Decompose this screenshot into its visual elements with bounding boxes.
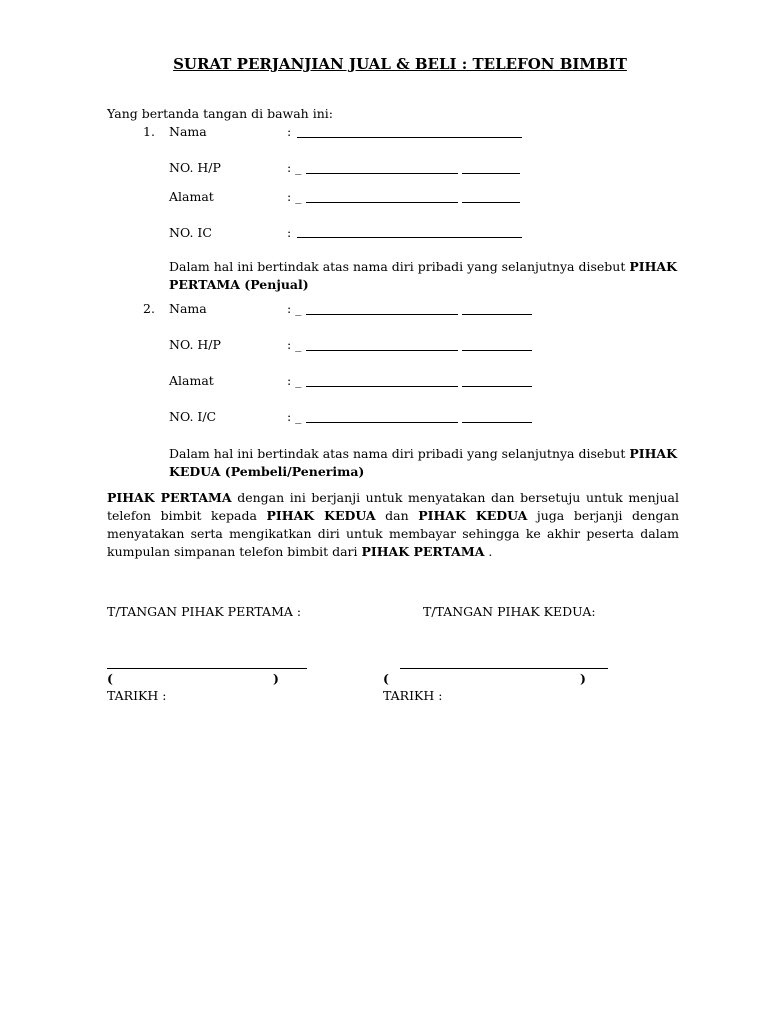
- party1-hp-label: NO. H/P: [169, 160, 221, 175]
- party2-statement: [169, 445, 689, 481]
- party2-nama-field-extra[interactable]: [462, 314, 532, 315]
- agreement-text-4: .: [484, 544, 493, 559]
- party1-alamat-label: Alamat: [169, 189, 214, 204]
- second-party-close-paren: ): [580, 671, 586, 686]
- party2-ic-field[interactable]: [306, 422, 458, 423]
- party2-ic-field-extra[interactable]: [462, 422, 532, 423]
- agreement-bold-1: PIHAK PERTAMA: [107, 490, 232, 505]
- party1-ic-field[interactable]: [297, 237, 522, 238]
- party2-hp-label: NO. H/P: [169, 337, 221, 352]
- party1-hp-field-extra[interactable]: [462, 173, 520, 174]
- party2-nama-colon: : _: [287, 301, 302, 316]
- party2-ic-colon: : _: [287, 409, 302, 424]
- party2-alamat-colon: : _: [287, 373, 302, 388]
- party2-hp-field-extra[interactable]: [462, 350, 532, 351]
- document-title: SURAT PERJANJIAN JUAL & BELI : TELEFON BIMBIT: [173, 55, 627, 73]
- party2-ic-label: NO. I/C: [169, 409, 217, 424]
- party2-hp-field[interactable]: [306, 350, 458, 351]
- agreement-text-3: juga berjanji dengan menyatakan serta mengikatkan diri untuk membayar sehingga ke akhir peserta dalam kumpulan simpanan telefon bimbit dari: [107, 508, 679, 559]
- first-party-signature-line[interactable]: [107, 668, 307, 669]
- intro-text: Yang bertanda tangan di bawah ini:: [107, 106, 333, 121]
- party1-nama-field[interactable]: [297, 137, 522, 138]
- party1-number: 1.: [143, 124, 155, 139]
- first-party-date-label: TARIKH :: [107, 688, 167, 703]
- agreement-text-1: dengan ini berjanji untuk menyatakan dan bersetuju untuk menjual telefon bimbit kepada: [107, 490, 680, 523]
- party1-alamat-colon: : _: [287, 189, 302, 204]
- party1-statement: [169, 258, 689, 294]
- party1-role: PIHAK PERTAMA (Penjual): [169, 259, 677, 292]
- party2-nama-label: Nama: [169, 301, 207, 316]
- party1-hp-field[interactable]: [306, 173, 458, 174]
- party2-alamat-field[interactable]: [306, 386, 458, 387]
- party1-alamat-field-extra[interactable]: [462, 202, 520, 203]
- party2-role: PIHAK KEDUA (Pembeli/Penerima): [169, 446, 677, 479]
- party2-hp-colon: : _: [287, 337, 302, 352]
- party1-statement-text: Dalam hal ini bertindak atas nama diri pribadi yang selanjutnya disebut: [169, 259, 630, 274]
- party1-ic-colon: :: [287, 225, 292, 240]
- second-party-date-label: TARIKH :: [383, 688, 443, 703]
- party2-alamat-field-extra[interactable]: [462, 386, 532, 387]
- second-party-open-paren: (: [383, 671, 389, 686]
- party1-nama-colon: :: [287, 124, 292, 139]
- agreement-text-2: dan: [375, 508, 419, 523]
- first-party-signature-label: T/TANGAN PIHAK PERTAMA :: [107, 604, 302, 619]
- party1-nama-label: Nama: [169, 124, 207, 139]
- party2-nama-field[interactable]: [306, 314, 458, 315]
- agreement-bold-3: PIHAK KEDUA: [418, 508, 528, 523]
- party1-ic-label: NO. IC: [169, 225, 212, 240]
- first-party-open-paren: (: [107, 671, 113, 686]
- second-party-signature-label: T/TANGAN PIHAK KEDUA:: [423, 604, 596, 619]
- agreement-bold-2: PIHAK KEDUA: [266, 508, 376, 523]
- agreement-bold-4: PIHAK PERTAMA: [361, 544, 485, 559]
- first-party-close-paren: ): [273, 671, 279, 686]
- agreement-paragraph: [107, 489, 679, 561]
- party2-number: 2.: [143, 301, 155, 316]
- party2-statement-text: Dalam hal ini bertindak atas nama diri pribadi yang selanjutnya disebut: [169, 446, 630, 461]
- party1-alamat-field[interactable]: [306, 202, 458, 203]
- second-party-signature-line[interactable]: [400, 668, 608, 669]
- party2-alamat-label: Alamat: [169, 373, 214, 388]
- party1-hp-colon: : _: [287, 160, 302, 175]
